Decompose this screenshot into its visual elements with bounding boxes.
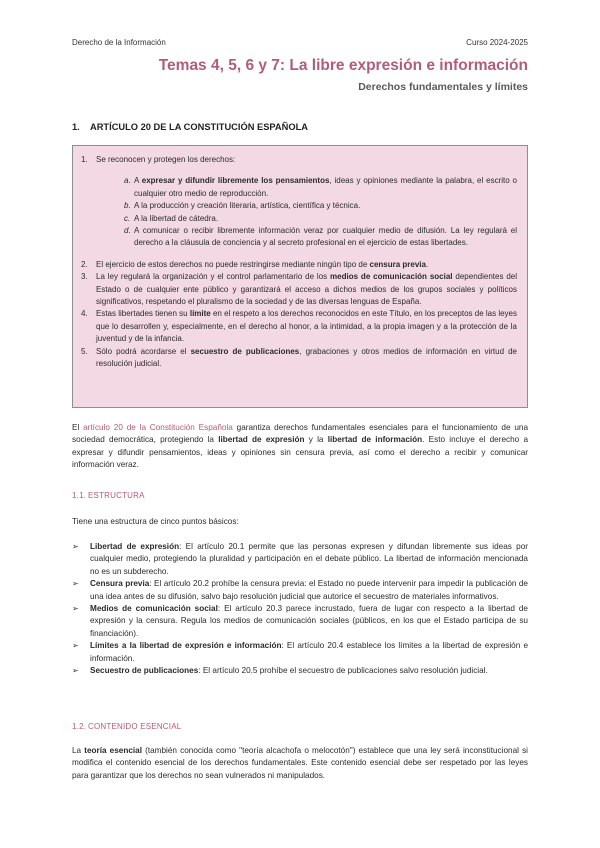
article-item-4 [81, 308, 517, 345]
text: La [72, 746, 85, 755]
list-item-term: Libertad de expresión [90, 542, 180, 551]
header-course-year: Curso 2024-2025 [466, 38, 528, 47]
arrow-bullet-icon: ➢ [72, 579, 79, 589]
list-item [72, 603, 528, 640]
article-item-2 [81, 259, 517, 271]
list-item-term: Censura previa [90, 579, 150, 589]
list-item-term: Medios de comunicación social [90, 604, 218, 614]
text: . Esto incluye el derecho a expresar y difundir pensamientos, ideas y opiniones sin censura previa, así como el derecho a recibir y comunicar información veraz. [72, 435, 529, 470]
subitem-text: A la libertad de cátedra. [134, 213, 219, 223]
article-subitem-d [124, 225, 517, 250]
list-item-text: : El artículo 20.2 prohíbe la censura previa: el Estado no puede intervenir para impedir la publicación de una idea antes de su difusión, salvo bajo resolución judicial que autorice el secuestro de materiales informativos. [90, 579, 528, 601]
list-item-term: Secuestro de publicaciones [90, 666, 199, 676]
article-subitem-c [124, 213, 517, 225]
structure-intro: Tiene una estructura de cinco puntos básicos: [72, 517, 239, 526]
article-item-1 [81, 154, 517, 250]
section-heading-1 [72, 122, 308, 132]
list-item-text: : El artículo 20.3 parece incrustado, fuera de lugar con respecto a la libertad de expresión y la censura. Regula los medios de comunicación sociales (públicos, en los que el Estado participa de su financiación). [90, 604, 528, 638]
structure-list [72, 541, 528, 677]
section-number: 1. [72, 122, 80, 132]
item-text: . [425, 259, 429, 269]
subitem-text: A [134, 176, 142, 186]
text: El [72, 423, 84, 432]
list-item-text: : El artículo 20.4 establece los límites a la libertad de expresión e información. [90, 641, 528, 663]
item-text: La ley regulará la organización y el control parlamentario de los [96, 272, 331, 282]
subitem-letter: c. [124, 213, 131, 223]
item-number: 5. [81, 346, 88, 356]
bold-text: teoría esencial [84, 746, 142, 755]
article-item-5 [81, 346, 517, 371]
list-item-term: Límites a la libertad de expresión e información [90, 641, 282, 651]
page-title: Temas 4, 5, 6 y 7: La libre expresión e información [158, 57, 528, 74]
article-20-box [72, 145, 528, 408]
item-text: El ejercicio de estos derechos no puede restringirse mediante ningún tipo de [96, 259, 370, 269]
subitem-text: A la producción y creación literaria, artística, científica y técnica. [134, 201, 361, 211]
arrow-bullet-icon: ➢ [72, 542, 79, 551]
arrow-bullet-icon: ➢ [72, 604, 79, 614]
list-item [72, 665, 528, 677]
list-item [72, 578, 528, 603]
item-text: Estas libertades tienen su [96, 309, 190, 319]
header-course-name: Derecho de la Información [72, 38, 166, 47]
item-bold: censura previa [369, 259, 426, 269]
item-number: 3. [81, 272, 88, 282]
item-text: en el respeto a los derechos reconocidos en este Título, en los preceptos de las leyes que lo desarrollen y, especialmente, en el derecho al honor, a la intimidad, a la propia imagen y a la protección de la juventud y de la infancia. [96, 309, 518, 344]
article-reference-link[interactable]: artículo 20 de la Constitución Española [83, 423, 233, 432]
article-subitem-b [124, 200, 517, 212]
subitem-text: , ideas y opiniones mediante la palabra, el escrito o cualquier otro medio de reproducción. [134, 176, 517, 198]
item-text: Sólo podrá acordarse el [96, 346, 191, 356]
essential-content-paragraph [72, 745, 528, 782]
subsection-heading-1-2 [72, 722, 181, 731]
item-text: Se reconocen y protegen los derechos: [96, 155, 236, 164]
text: garantiza derechos fundamentales esenciales para el funcionamiento de una sociedad democrática, protegiendo la [72, 423, 528, 445]
page-subtitle: Derechos fundamentales y límites [358, 81, 528, 93]
list-item [72, 541, 528, 578]
item-bold: medios de comunicación social [330, 272, 453, 282]
subsection-heading-1-1 [72, 491, 145, 500]
subitem-letter: d. [124, 226, 131, 236]
list-item-text: : El artículo 20.1 permite que las personas expresen y difundan libremente sus ideas por cualquier medio, protegiendo la pluralidad y participación en el debate público. La libertad de información mencionada no es un subderecho. [90, 542, 528, 576]
item-number: 2. [81, 259, 88, 269]
item-number: 4. [81, 309, 88, 319]
subsection-title: CONTENIDO ESENCIAL [88, 722, 182, 731]
subitem-bold: expresar y difundir libremente los pensamientos [141, 176, 330, 186]
bold-text: libertad de expresión [218, 435, 305, 445]
list-item [72, 640, 528, 665]
item-text: , grabaciones y otros medios de información en virtud de resolución judicial. [96, 346, 517, 369]
text: y la [304, 435, 328, 445]
bold-text: libertad de información [327, 435, 423, 445]
item-bold: límite [189, 309, 211, 319]
item-text: dependientes del Estado o de cualquier ente público y garantizará el acceso a dichos medios de los grupos sociales y políticos significativos, respetando el pluralismo de la sociedad y de las diversas lenguas de España. [96, 272, 517, 307]
arrow-bullet-icon: ➢ [72, 666, 79, 676]
subitem-letter: b. [124, 201, 131, 211]
subsection-title: ESTRUCTURA [88, 491, 145, 500]
article-item-3 [81, 271, 517, 308]
arrow-bullet-icon: ➢ [72, 641, 79, 651]
item-number: 1. [81, 155, 88, 164]
subsection-number: 1.1. [72, 491, 87, 500]
subitem-letter: a. [124, 176, 131, 186]
intro-paragraph [72, 422, 528, 472]
article-subitem-a [124, 175, 517, 200]
subsection-number: 1.2. [72, 722, 87, 731]
item-bold: secuestro de publicaciones [190, 346, 300, 356]
subitem-text: A comunicar o recibir libremente información veraz por cualquier medio de difusión. La ley regulará el derecho a la cláusula de conciencia y al secreto profesional en el ejercicio de estas libertades. [134, 226, 517, 248]
text: (también conocida como "teoría alcachofa o melocotón") establece que una ley será inconstitucional si modifica el contenido esencial de los derechos fundamentales. Este contenido esencial debe ser respetado por las leyes para garantizar que los derechos no sean vulnerados ni manipulados. [72, 746, 528, 780]
list-item-text: : El artículo 20.5 prohíbe el secuestro de publicaciones salvo resolución judicial. [198, 666, 488, 676]
section-title: ARTÍCULO 20 DE LA CONSTITUCIÓN ESPAÑOLA [90, 122, 308, 132]
